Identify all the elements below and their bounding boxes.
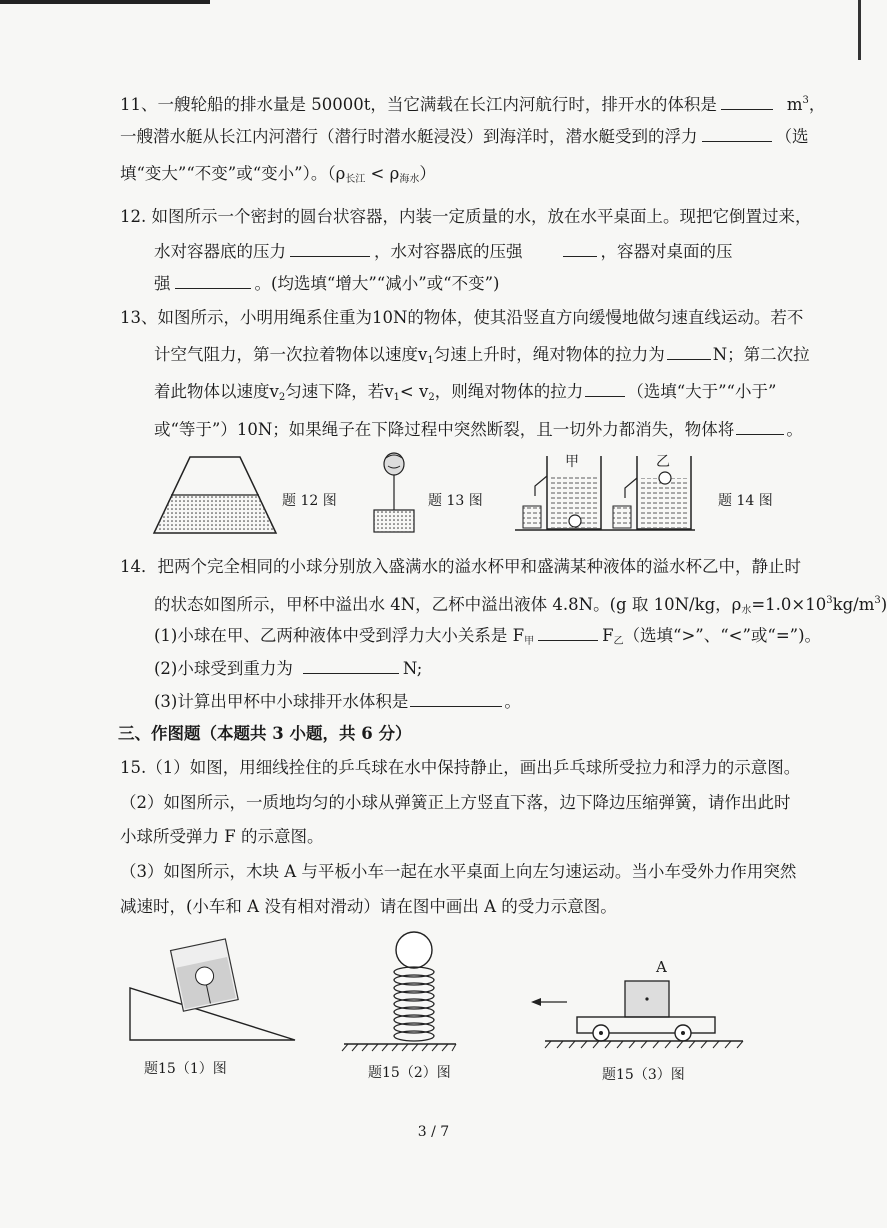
q11-line1: 11、一艘轮船的排水量是 50000t，当它满载在长江内河航行时，排开水的体积是 $m^3$，	[120, 95, 826, 114]
answer-blank[interactable]	[721, 93, 773, 110]
q14-line2: 的状态如图所示，甲杯中溢出水 4N，乙杯中溢出液体 4.8N。(g 取 10N/kg，$\rho_水=1.0\times 10^3kg/m^3$)	[154, 595, 887, 616]
q12-line1: 12. 如图所示一个密封的圆台状容器，内装一定质量的水，放在水平桌面上。现把它倒置过来，	[120, 207, 812, 226]
hand-rope-weight-figure	[368, 450, 418, 536]
q14-sub1: (1)小球在甲、乙两种液体中受到浮力大小关系是 $F_甲$ $F_乙$（选填“>”、“<”或“=”)。	[154, 626, 822, 647]
cart-block-figure	[525, 975, 747, 1053]
answer-blank[interactable]	[667, 343, 711, 360]
scan-edge-right	[858, 0, 861, 60]
fig13-caption: 题 13 图	[428, 493, 483, 509]
cup-yi-label: 乙	[656, 454, 670, 470]
fig15-1-caption: 题15（1）图	[144, 1061, 227, 1077]
q15-part2-line1: （2）如图所示，一质地均匀的小球从弹簧正上方竖直下落，边下降边压缩弹簧，请作出此时	[120, 793, 791, 812]
ball-spring-figure	[340, 930, 460, 1052]
section3-title: 三、作图题（本题共 3 小题，共 6 分）	[118, 724, 412, 743]
answer-blank[interactable]	[410, 690, 502, 707]
q14-line1: 14．把两个完全相同的小球分别放入盛满水的溢水杯甲和盛满某种液体的溢水杯乙中，静止时	[120, 557, 801, 576]
block-a-label: A	[656, 958, 667, 976]
page-number: 3 / 7	[417, 1124, 450, 1140]
scan-edge-top	[0, 0, 210, 4]
q13-line2: 计空气阻力，第一次拉着物体以速度$v_1$匀速上升时，绳对物体的拉力为 N；第二次拉	[154, 345, 810, 366]
answer-blank[interactable]	[303, 657, 399, 674]
q14-sub3: (3)计算出甲杯中小球排开水体积是 。	[154, 692, 521, 711]
q15-part2-line2: 小球所受弹力 F 的示意图。	[120, 827, 324, 846]
fig14-caption: 题 14 图	[718, 493, 773, 509]
fig15-2-caption: 题15（2）图	[368, 1065, 451, 1081]
answer-blank[interactable]	[702, 125, 772, 142]
q15-part3-line2: 减速时，(小车和 A 没有相对滑动）请在图中画出 A 的受力示意图。	[120, 897, 617, 916]
q14-sub2: (2)小球受到重力为 N;	[154, 659, 423, 678]
incline-beaker-figure	[125, 938, 300, 1046]
q13-line1: 13、如图所示，小明用绳系住重为10N的物体，使其沿竖直方向缓慢地做匀速直线运动。若不	[120, 308, 804, 327]
q12-line2: 水对容器底的压力 ，水对容器底的压强 ，容器对桌面的压	[154, 242, 733, 261]
answer-blank[interactable]	[290, 240, 370, 257]
answer-blank[interactable]	[538, 624, 598, 641]
q15-part3-line1: （3）如图所示，木块 A 与平板小车一起在水平桌面上向左匀速运动。当小车受外力作用突然	[120, 862, 797, 881]
answer-blank[interactable]	[175, 272, 251, 289]
q13-line4: 或“等于”）10N；如果绳子在下降过程中突然断裂，且一切外力都消失，物体将 。	[154, 420, 803, 439]
q11-line3: 填“变大”“不变”或“变小”）。$(\rho_{长江} < \rho_{海水})$	[120, 164, 436, 185]
cup-jia-label: 甲	[565, 454, 579, 470]
frustum-container-figure	[150, 455, 280, 535]
q13-line3: 着此物体以速度$v_2$匀速下降，若$v_1< v_2$，则绳对物体的拉力 （选填“大于”“小于”	[154, 382, 777, 403]
q12-line3: 强 。(均选填“增大”“减小”或“不变”)	[154, 274, 500, 293]
q15-part1: 15.（1）如图，用细线拴住的乒乓球在水中保持静止，画出乒乓球所受拉力和浮力的示意图。	[120, 758, 801, 777]
fig15-3-caption: 题15（3）图	[602, 1067, 685, 1083]
answer-blank[interactable]	[585, 380, 625, 397]
q11-line2: 一艘潜水艇从长江内河潜行（潜行时潜水艇浸没）到海洋时，潜水艇受到的浮力 （选	[120, 127, 809, 146]
answer-blank[interactable]	[736, 418, 784, 435]
fig12-caption: 题 12 图	[282, 493, 337, 509]
answer-blank[interactable]	[563, 240, 597, 257]
